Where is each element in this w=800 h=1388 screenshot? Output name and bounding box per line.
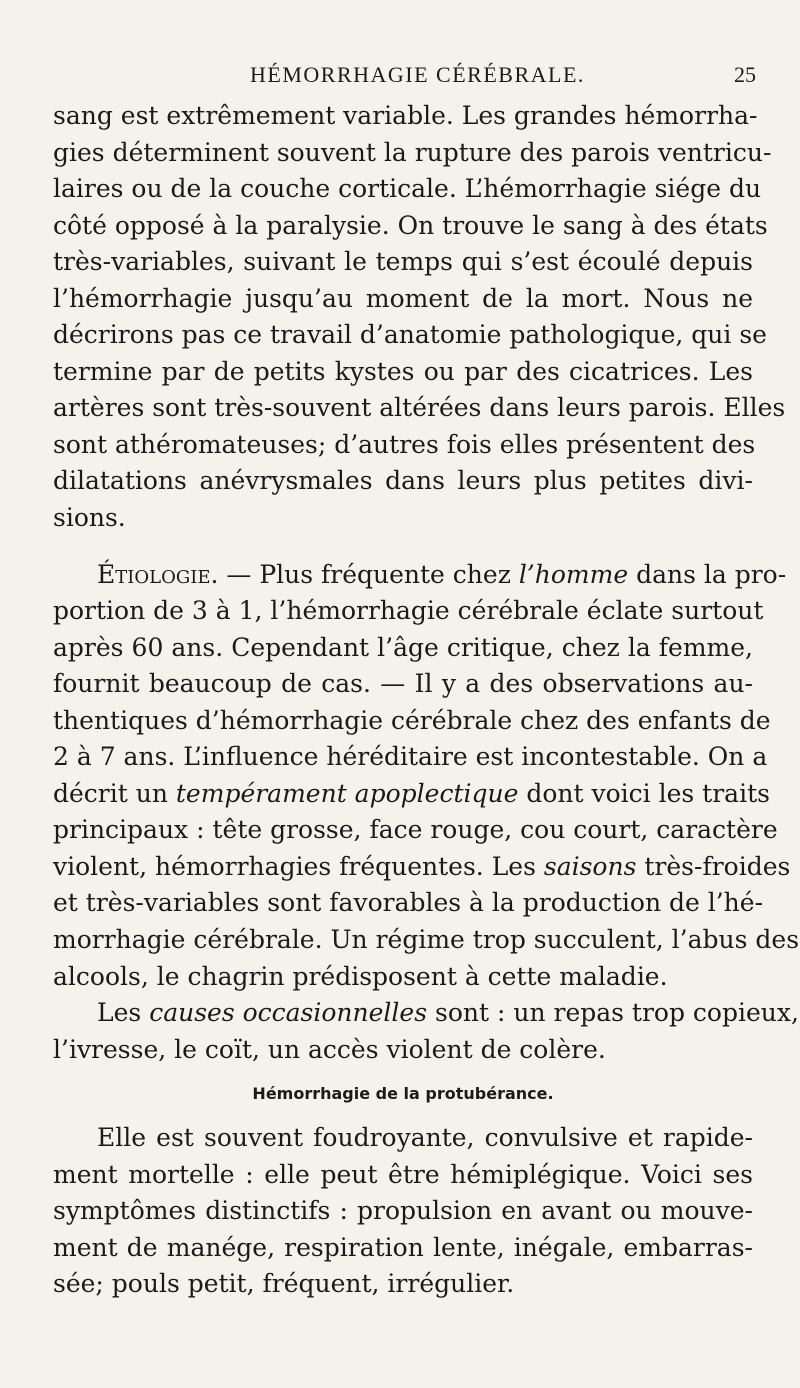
text-line: Elle est souvent foudroyante, convulsive et rapide- — [97, 1123, 753, 1153]
paragraph-etiology — [53, 557, 800, 996]
text-line: morrhagie cérébrale. Un régime trop succulent, l’abus des — [53, 925, 800, 955]
text-line: côté opposé à la paralysie. On trouve le sang à des états — [53, 210, 768, 240]
text-line: sang est extrêmement variable. Les grandes hémorrha- — [53, 101, 758, 130]
text-line: sont athéromateuses; d’autres fois elles présentent des — [53, 429, 756, 459]
text-line: dilatations anévrysmales dans leurs plus petites divi- — [53, 466, 753, 496]
text-line: fournit beaucoup de cas. — Il y a des observations au- — [53, 669, 753, 699]
text-line: symptômes distinctifs : propulsion en avant ou mouve- — [53, 1196, 753, 1226]
text-line: principaux : tête grosse, face rouge, cou court, caractère — [53, 815, 778, 845]
running-title: HÉMORRHAGIE CÉRÉBRALE. — [250, 62, 585, 87]
text-line: Les causes occasionnelles sont : un repas trop copieux, — [97, 998, 799, 1028]
text-line: très-variables, suivant le temps qui s’est écoulé depuis — [53, 247, 753, 277]
text-line: artères sont très-souvent altérées dans leurs parois. Elles — [53, 393, 786, 423]
text-line: et très-variables sont favorables à la production de l’hé- — [53, 888, 764, 918]
text-line: alcools, le chagrin prédisposent à cette maladie. — [53, 961, 668, 991]
text-line: Étiologie. — Plus fréquente chez l’homme dans la pro- — [97, 559, 787, 589]
paragraph-anatomy — [53, 98, 786, 537]
paragraph-protuberance — [53, 1120, 753, 1303]
section-heading-etiologie: Étiologie. — [97, 559, 219, 589]
text-line: l’ivresse, le coït, un accès violent de colère. — [53, 1034, 606, 1064]
text-line: thentiques d’hémorrhagie cérébrale chez des enfants de — [53, 705, 771, 735]
text-line: après 60 ans. Cependant l’âge critique, chez la femme, — [53, 632, 753, 662]
running-header — [0, 62, 800, 92]
text-line: décrirons pas ce travail d’anatomie pathologique, qui se — [53, 320, 767, 350]
text-line: ment de manége, respiration lente, inégale, embarras- — [53, 1232, 753, 1262]
body-text — [53, 98, 800, 1303]
text-line: termine par de petits kystes ou par des cicatrices. Les — [53, 356, 753, 386]
text-line: sée; pouls petit, fréquent, irrégulier. — [53, 1269, 515, 1299]
text-line: portion de 3 à 1, l’hémorrhagie cérébrale éclate surtout — [53, 596, 764, 626]
text-line: décrit un tempérament apoplectique dont voici les traits — [53, 778, 770, 808]
text-line: violent, hémorrhagies fréquentes. Les saisons très-froides — [53, 851, 791, 881]
paragraph-causes — [53, 995, 799, 1068]
section-subheading: Hémorrhagie de la protubérance. — [252, 1084, 554, 1104]
text-line: l’hémorrhagie jusqu’au moment de la mort. Nous ne — [53, 283, 753, 313]
text-line: gies déterminent souvent la rupture des parois ventricu- — [53, 137, 772, 167]
text-line: ment mortelle : elle peut être hémiplégique. Voici ses — [53, 1159, 753, 1189]
page-number: 25 — [734, 62, 756, 87]
text-line: laires ou de la couche corticale. L’hémorrhagie siége du — [53, 174, 762, 204]
text-line: 2 à 7 ans. L’influence héréditaire est incontestable. On a — [53, 742, 768, 772]
text-line: sions. — [53, 503, 126, 533]
